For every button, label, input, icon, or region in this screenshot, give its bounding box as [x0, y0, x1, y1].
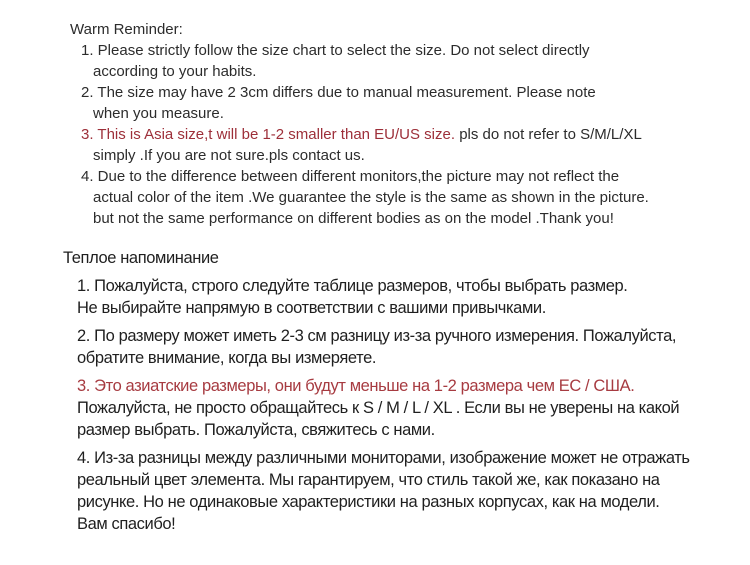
reminder-line: Не выбирайте напрямую в соответствии с вашими привычками.: [77, 299, 546, 317]
english-reminder-section: [0, 19, 750, 229]
asia-size-warning-russian: 3. Это азиатские размеры, они будут меньше на 1-2 размера чем ЕС / США.: [77, 377, 635, 395]
russian-item-2: [77, 325, 750, 369]
english-item-1: [81, 40, 750, 82]
reminder-line: 2. The size may have 2 3cm differs due to manual measurement. Please note: [81, 84, 596, 101]
reminder-text: pls do not refer to S/M/L/XL: [455, 126, 642, 143]
russian-reminder-section: [0, 247, 750, 535]
english-item-4: [81, 166, 750, 229]
reminder-line: реальный цвет элемента. Мы гарантируем, что стиль такой же, как показано на: [77, 471, 660, 489]
reminder-line: but not the same performance on different bodies as on the model .Thank you!: [93, 210, 614, 227]
english-item-2: [81, 82, 750, 124]
english-item-3: [81, 124, 750, 166]
reminder-line: 4. Due to the difference between different monitors,the picture may not reflect the: [81, 168, 620, 185]
russian-item-4: [77, 447, 750, 535]
russian-item-1: [77, 275, 750, 319]
reminder-line: 2. По размеру может иметь 2-3 см разницу из-за ручного измерения. Пожалуйста,: [77, 327, 677, 345]
reminder-line: according to your habits.: [93, 63, 257, 80]
reminder-line: when you measure.: [93, 105, 224, 122]
reminder-line: 1. Пожалуйста, строго следуйте таблице размеров, чтобы выбрать размер.: [77, 277, 628, 295]
reminder-line: actual color of the item .We guarantee the style is the same as shown in the picture.: [93, 189, 649, 206]
russian-title: Теплое напоминание: [63, 249, 219, 267]
reminder-line: Вам спасибо!: [77, 515, 176, 533]
reminder-line: 4. Из-за разницы между различными мониторами, изображение может не отражать: [77, 449, 690, 467]
russian-item-3: [77, 375, 750, 441]
reminder-line: simply .If you are not sure.pls contact us.: [93, 147, 365, 164]
reminder-line: обратите внимание, когда вы измеряете.: [77, 349, 377, 367]
reminder-line: рисунке. Но не одинаковые характеристики на разных корпусах, как на модели.: [77, 493, 660, 511]
reminder-line: Пожалуйста, не просто обращайтесь к S / M / L / XL . Если вы не уверены на какой: [77, 399, 680, 417]
reminder-line: размер выбрать. Пожалуйста, свяжитесь с нами.: [77, 421, 435, 439]
english-title: Warm Reminder:: [70, 21, 183, 38]
asia-size-warning-english: 3. This is Asia size,t will be 1-2 smaller than EU/US size.: [81, 126, 456, 143]
reminder-line: [81, 124, 750, 145]
reminder-line: 1. Please strictly follow the size chart to select the size. Do not select directly: [81, 42, 590, 59]
